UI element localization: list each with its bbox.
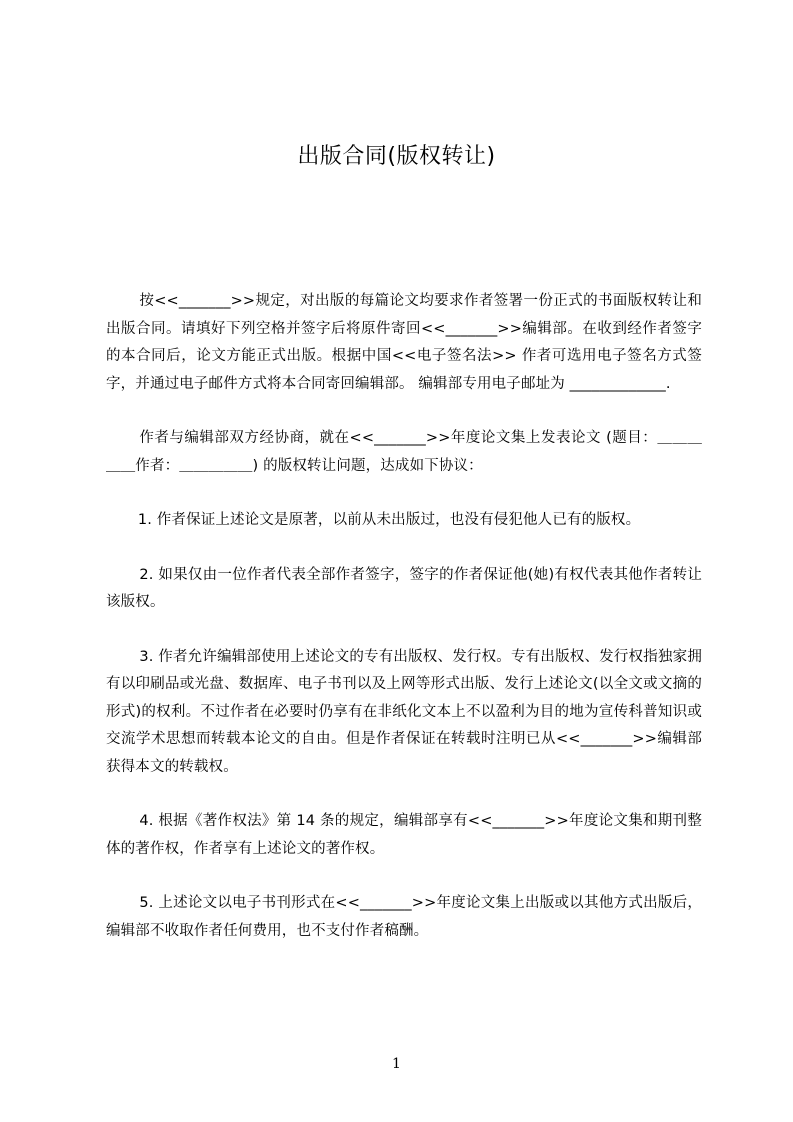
paragraph-spacer — [106, 480, 702, 507]
clause-5: 5. 上述论文以电子书刊形式在<<_______>>年度论文集上出版或以其他方式出版后，编辑部不收取作者任何费用，也不支付作者稿酬。 — [106, 895, 702, 939]
clause-2: 2. 如果仅由一位作者代表全部作者签字，签字的作者保证他(她)有权代表其他作者转让该版权。 — [106, 566, 702, 610]
paragraph-spacer — [106, 781, 702, 808]
agreement-paragraph: 作者与编辑部双方经协商，就在<<_______>>年度论文集上发表论文 (题目：＿＿＿＿＿作者：＿＿＿＿＿) 的版权转让问题，达成如下协议： — [106, 430, 702, 474]
clause-1: 1. 作者保证上述论文是原著，以前从未出版过，也没有侵犯他人已有的版权。 — [137, 512, 641, 528]
document-body — [106, 288, 702, 945]
clause-4: 4. 根据《著作权法》第 14 条的规定，编辑部享有<<_______>>年度论文集和期刊整体的著作权，作者享有上述论文的著作权。 — [106, 813, 702, 857]
clause-3: 3. 作者允许编辑部使用上述论文的专有出版权、发行权。专有出版权、发行权指独家拥有以印刷品或光盘、数据库、电子书刊以及上网等形式出版、发行上述论文(以全文或文摘的形式)的权利。不过作者在必要时仍享有在非纸化文本上不以盈利为目的地为宣传科普知识或交流学术思想而转载本论文的自由。但是作者保证在转载时注明已从<<_______>>编辑部获得本文的转载权。 — [106, 648, 702, 775]
paragraph-spacer — [106, 617, 702, 644]
document-title: 出版合同(版权转让) — [297, 144, 496, 169]
paragraph-spacer — [106, 535, 702, 562]
paragraph-spacer — [106, 398, 702, 425]
intro-paragraph: 按<<_______>>规定，对出版的每篇论文均要求作者签署一份正式的书面版权转让和出版合同。请填好下列空格并签字后将原件寄回<<_______>>编辑部。在收到经作者签字的本合同后，论文方能正式出版。根据中国<<电子签名法>> 作者可选用电子签名方式签字，并通过电子邮件方式将本合同寄回编辑部。 编辑部专用电子邮址为 _____________. — [106, 293, 702, 392]
page-number: 1 — [392, 1056, 401, 1072]
paragraph-spacer — [106, 863, 702, 890]
